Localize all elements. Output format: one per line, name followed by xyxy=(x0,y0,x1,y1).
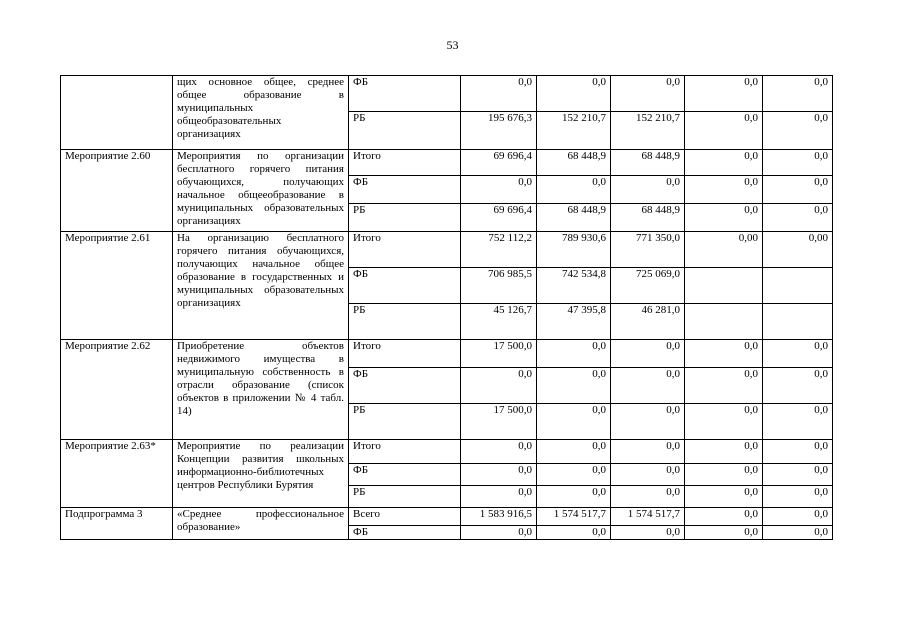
amount-cell: 195 676,3 xyxy=(461,112,537,150)
amount-cell: 0,0 xyxy=(685,508,763,526)
amount-cell: 46 281,0 xyxy=(611,304,685,340)
amount-cell: 1 574 517,7 xyxy=(611,508,685,526)
amount-cell: 0,00 xyxy=(763,232,833,268)
amount-cell: 0,0 xyxy=(685,340,763,368)
amount-cell: 152 210,7 xyxy=(611,112,685,150)
amount-cell: 68 448,9 xyxy=(611,150,685,176)
amount-cell: 0,0 xyxy=(763,440,833,464)
amount-cell xyxy=(685,304,763,340)
amount-cell: 0,0 xyxy=(763,112,833,150)
amount-cell: 68 448,9 xyxy=(537,204,611,232)
amount-cell: 0,0 xyxy=(537,404,611,440)
amount-cell: 0,0 xyxy=(461,464,537,486)
amount-cell: 0,0 xyxy=(461,486,537,508)
amount-cell: 0,00 xyxy=(685,232,763,268)
amount-cell: 0,0 xyxy=(537,340,611,368)
amount-cell: 0,0 xyxy=(685,440,763,464)
amount-cell: 0,0 xyxy=(685,368,763,404)
amount-cell: 0,0 xyxy=(763,176,833,204)
funding-source: ФБ xyxy=(349,368,461,404)
amount-cell: 725 069,0 xyxy=(611,268,685,304)
amount-cell: 0,0 xyxy=(685,486,763,508)
activity-code: Подпрограмма 3 xyxy=(61,508,173,540)
table-row xyxy=(61,150,833,176)
amount-cell: 0,0 xyxy=(461,526,537,540)
amount-cell: 0,0 xyxy=(763,340,833,368)
amount-cell: 0,0 xyxy=(611,368,685,404)
amount-cell: 0,0 xyxy=(685,76,763,112)
funding-source: ФБ xyxy=(349,464,461,486)
amount-cell: 0,0 xyxy=(537,464,611,486)
amount-cell: 17 500,0 xyxy=(461,340,537,368)
amount-cell: 1 574 517,7 xyxy=(537,508,611,526)
amount-cell: 0,0 xyxy=(537,76,611,112)
budget-table xyxy=(60,75,833,540)
amount-cell: 0,0 xyxy=(763,76,833,112)
activity-name: Приобретение объектов недвижимого имущества в муниципальную собственность в отрасли образование (список объектов в приложении № 4 табл. 14) xyxy=(173,340,349,440)
amount-cell: 0,0 xyxy=(763,204,833,232)
funding-source: РБ xyxy=(349,112,461,150)
amount-cell: 742 534,8 xyxy=(537,268,611,304)
amount-cell: 0,0 xyxy=(611,76,685,112)
amount-cell: 0,0 xyxy=(611,526,685,540)
activity-name: Мероприятие по реализации Концепции развития школьных информационно-библиотечных центров Республики Бурятия xyxy=(173,440,349,508)
activity-code: Мероприятие 2.62 xyxy=(61,340,173,440)
funding-source: ФБ xyxy=(349,176,461,204)
activity-code: Мероприятие 2.63* xyxy=(61,440,173,508)
activity-name: На организацию бесплатного горячего питания обучающихся, получающих начальное общее образование в государственных и муниципальных образовательных организациях xyxy=(173,232,349,340)
amount-cell: 0,0 xyxy=(685,404,763,440)
amount-cell: 152 210,7 xyxy=(537,112,611,150)
amount-cell: 0,0 xyxy=(685,112,763,150)
amount-cell: 0,0 xyxy=(611,340,685,368)
amount-cell: 0,0 xyxy=(763,508,833,526)
amount-cell: 68 448,9 xyxy=(537,150,611,176)
amount-cell: 45 126,7 xyxy=(461,304,537,340)
funding-source: Итого xyxy=(349,440,461,464)
activity-name: щих основное общее, среднее общее образование в муниципальных общеобразовательных организациях xyxy=(173,76,349,150)
amount-cell: 47 395,8 xyxy=(537,304,611,340)
amount-cell: 0,0 xyxy=(611,176,685,204)
amount-cell: 0,0 xyxy=(461,76,537,112)
amount-cell: 0,0 xyxy=(537,368,611,404)
table-row xyxy=(61,340,833,368)
amount-cell: 69 696,4 xyxy=(461,150,537,176)
funding-source: Итого xyxy=(349,340,461,368)
amount-cell: 771 350,0 xyxy=(611,232,685,268)
amount-cell: 0,0 xyxy=(611,486,685,508)
amount-cell: 0,0 xyxy=(537,176,611,204)
amount-cell: 17 500,0 xyxy=(461,404,537,440)
funding-source: ФБ xyxy=(349,268,461,304)
activity-code: Мероприятие 2.61 xyxy=(61,232,173,340)
amount-cell: 752 112,2 xyxy=(461,232,537,268)
amount-cell: 0,0 xyxy=(537,440,611,464)
funding-source: Всего xyxy=(349,508,461,526)
amount-cell: 0,0 xyxy=(685,204,763,232)
amount-cell: 0,0 xyxy=(611,440,685,464)
amount-cell: 0,0 xyxy=(685,176,763,204)
amount-cell: 0,0 xyxy=(763,368,833,404)
amount-cell: 0,0 xyxy=(763,404,833,440)
amount-cell: 0,0 xyxy=(763,464,833,486)
table-row xyxy=(61,508,833,526)
table-row xyxy=(61,440,833,464)
amount-cell xyxy=(685,268,763,304)
activity-name: Мероприятия по организации бесплатного горячего питания обучающихся, получающих начальное общееобразование в муниципальных образовательных организациях xyxy=(173,150,349,232)
funding-source: ФБ xyxy=(349,526,461,540)
page-number: 53 xyxy=(446,38,459,52)
activity-name: «Среднее профессиональное образование» xyxy=(173,508,349,540)
amount-cell: 0,0 xyxy=(763,486,833,508)
amount-cell: 0,0 xyxy=(461,176,537,204)
amount-cell: 1 583 916,5 xyxy=(461,508,537,526)
amount-cell xyxy=(763,268,833,304)
amount-cell: 0,0 xyxy=(461,440,537,464)
table-row xyxy=(61,232,833,268)
funding-source: РБ xyxy=(349,304,461,340)
activity-code: Мероприятие 2.60 xyxy=(61,150,173,232)
amount-cell: 0,0 xyxy=(611,464,685,486)
amount-cell: 0,0 xyxy=(537,486,611,508)
amount-cell: 0,0 xyxy=(685,464,763,486)
amount-cell: 69 696,4 xyxy=(461,204,537,232)
funding-source: РБ xyxy=(349,486,461,508)
amount-cell: 789 930,6 xyxy=(537,232,611,268)
table-row xyxy=(61,76,833,112)
amount-cell xyxy=(763,304,833,340)
amount-cell: 706 985,5 xyxy=(461,268,537,304)
funding-source: РБ xyxy=(349,404,461,440)
funding-source: ФБ xyxy=(349,76,461,112)
amount-cell: 0,0 xyxy=(537,526,611,540)
funding-source: Итого xyxy=(349,150,461,176)
amount-cell: 0,0 xyxy=(611,404,685,440)
amount-cell: 68 448,9 xyxy=(611,204,685,232)
amount-cell: 0,0 xyxy=(685,526,763,540)
funding-source: РБ xyxy=(349,204,461,232)
amount-cell: 0,0 xyxy=(763,150,833,176)
funding-source: Итого xyxy=(349,232,461,268)
activity-code xyxy=(61,76,173,150)
amount-cell: 0,0 xyxy=(685,150,763,176)
amount-cell: 0,0 xyxy=(763,526,833,540)
amount-cell: 0,0 xyxy=(461,368,537,404)
